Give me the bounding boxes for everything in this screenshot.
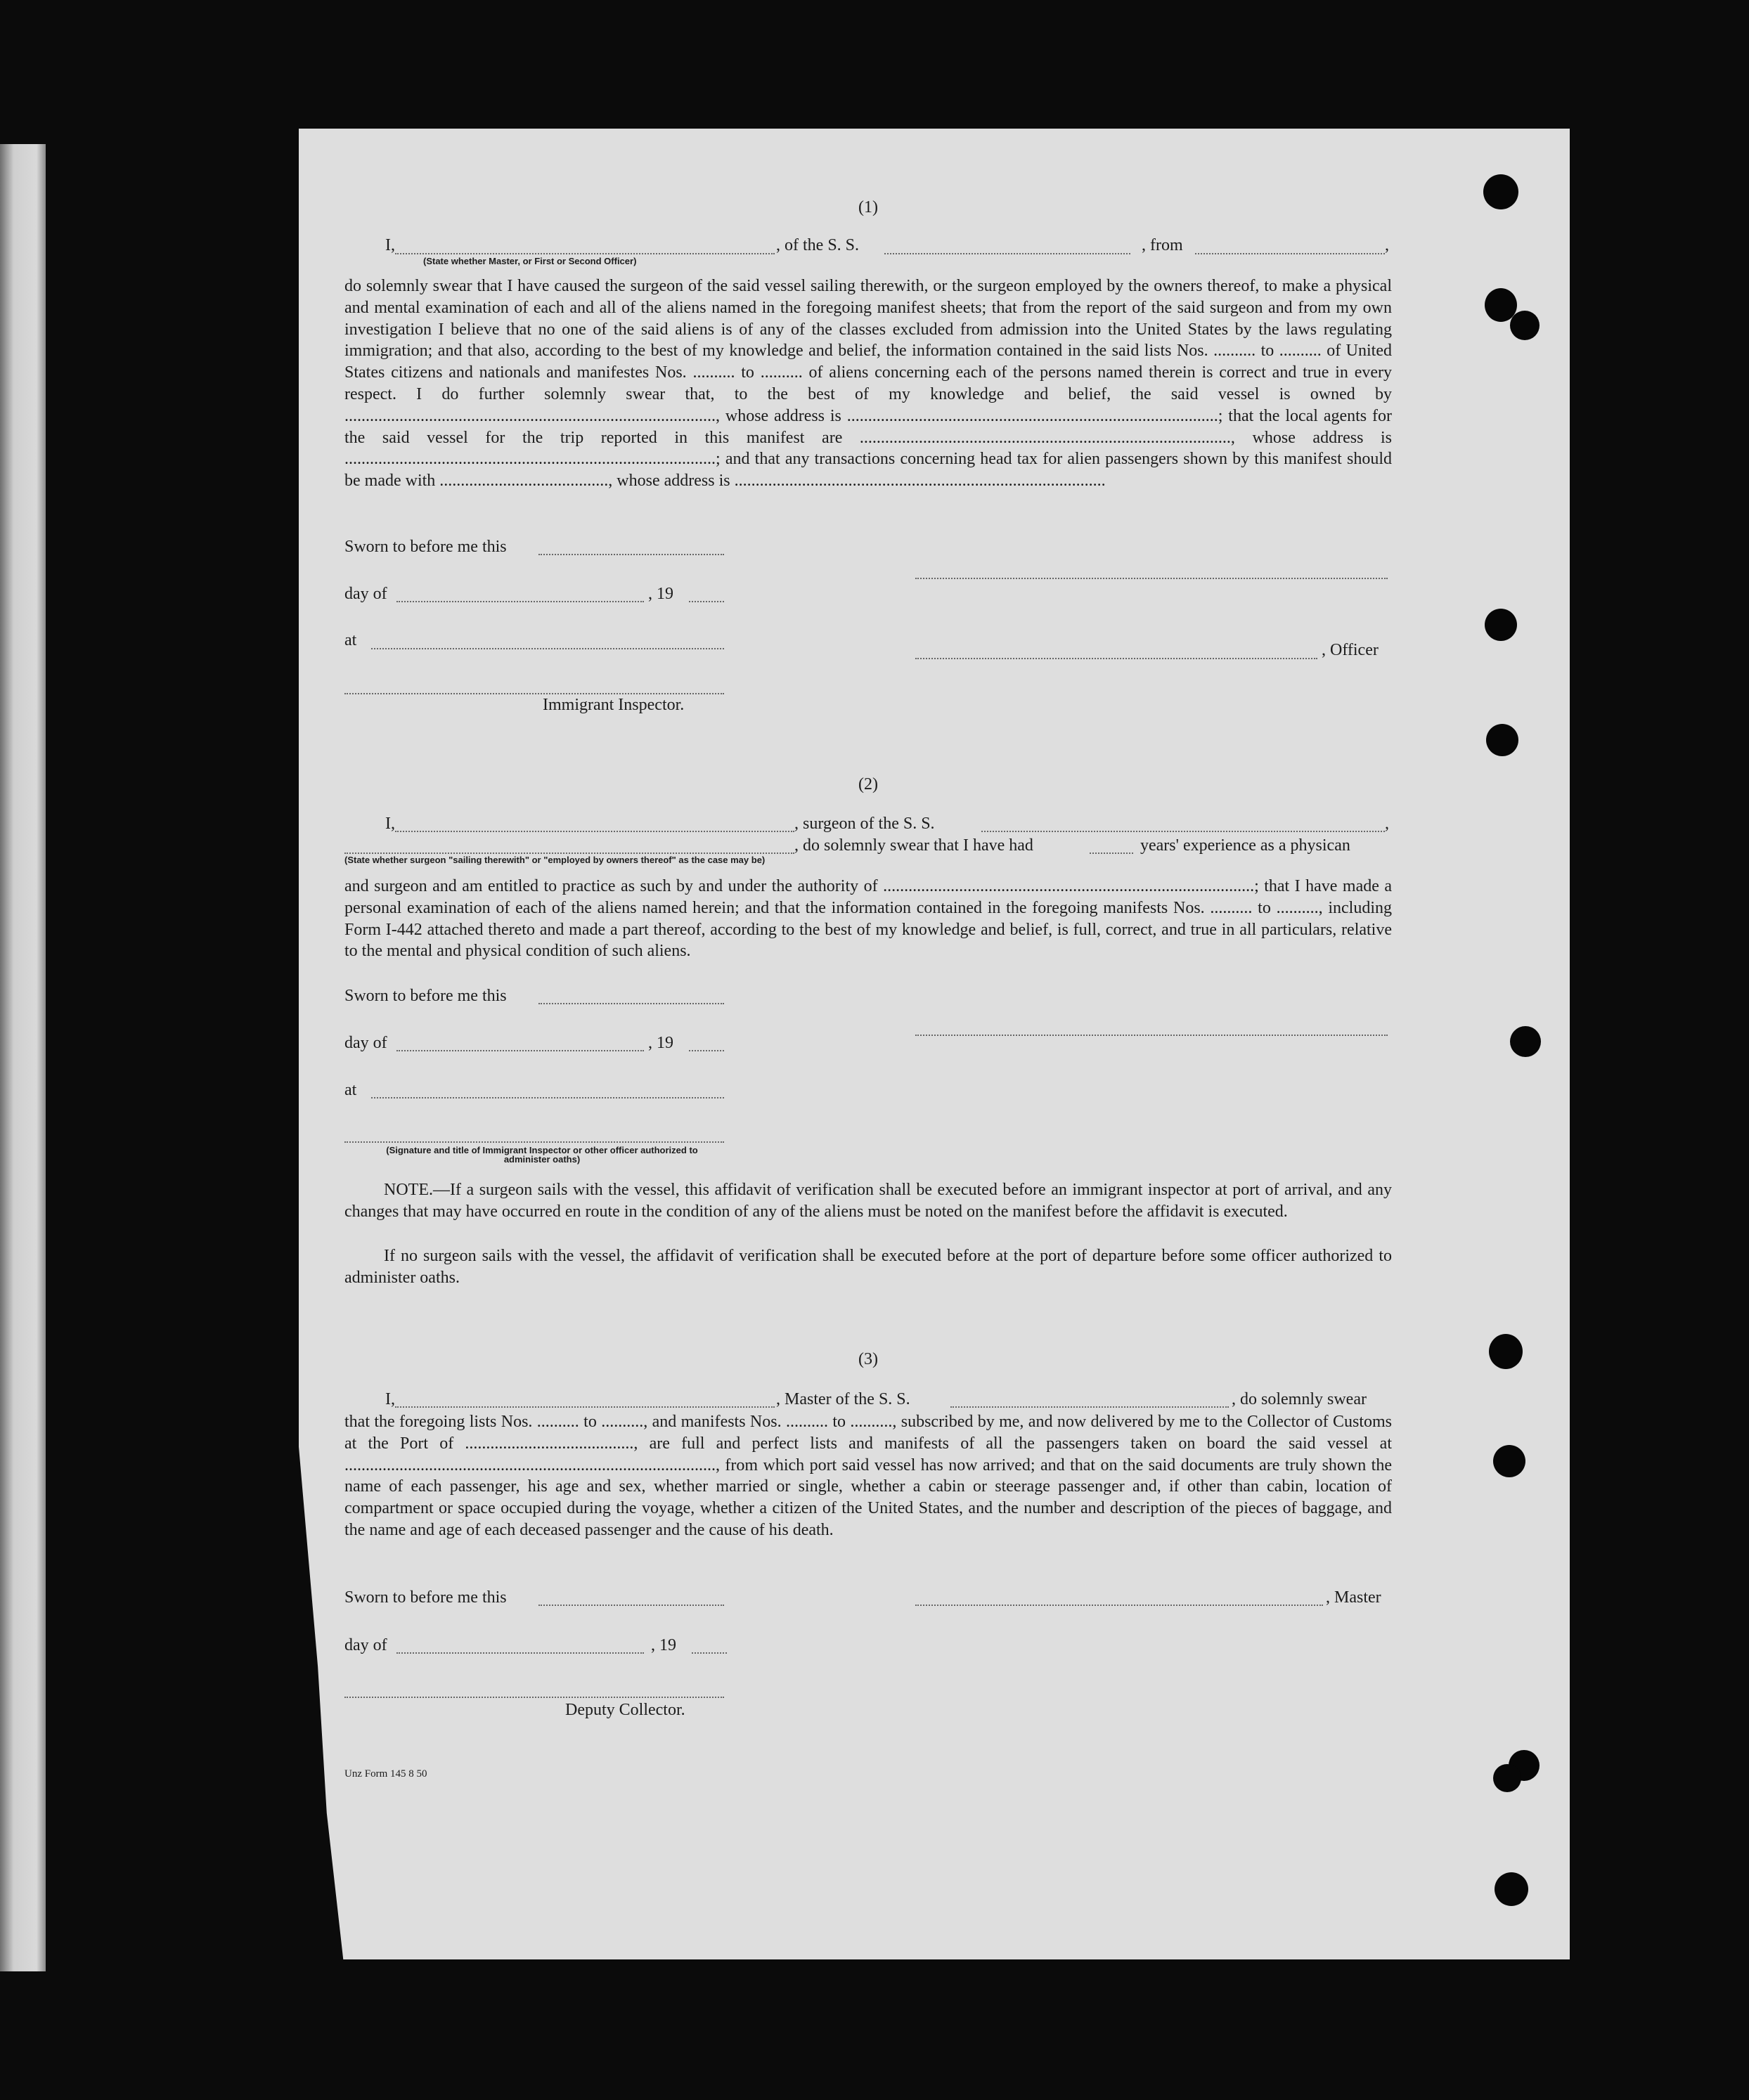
s2-years-line[interactable] xyxy=(1090,853,1133,854)
s2-trailing-comma: , xyxy=(1385,815,1389,833)
s2-state-line[interactable] xyxy=(344,853,794,854)
s2-year-line[interactable] xyxy=(689,1050,724,1051)
s3-i-label: I, xyxy=(385,1390,395,1408)
s1-year-label: , 19 xyxy=(648,585,673,603)
adjacent-page-edge xyxy=(0,144,46,1971)
s1-officer-label: , Officer xyxy=(1322,641,1379,659)
s3-year-label: , 19 xyxy=(651,1636,676,1654)
s1-officer-signature-line[interactable] xyxy=(915,578,1388,579)
s3-affidavit-body: that the foregoing lists Nos. .......... to .........., and manifests Nos. .......... to .........., subscribed by me, and now delivered by me to the Collector of Customs at the Port of ........................................, are full and perfect lists and manifests of all the passengers taken on board the said vessel at ........................................................................................, from which port said vessel has now arrived; and that on the said documents are truly shown the name of each passenger, his age and sex, whether married or single, whether a cabin or steerage passenger and, if other than cabin, location of compartment or space occupied during the voyage, whether a citizen of the United States, and the number and description of the pieces of baggage, and the name and age of each deceased passenger and the cause of his death. xyxy=(344,1413,1392,1539)
punch-hole xyxy=(1489,1334,1523,1369)
s3-master-name-line[interactable] xyxy=(395,1406,775,1408)
s3-master-label: , Master xyxy=(1326,1588,1381,1607)
s3-master-signature-line[interactable] xyxy=(915,1605,1323,1606)
s2-state-note: (State whether surgeon "sailing therewith" or "employed by owners thereof" as the case may be) xyxy=(344,855,766,865)
s2-at-line[interactable] xyxy=(371,1097,724,1098)
s2-signature-note: (Signature and title of Immigrant Inspector or other officer authorized to administer oaths) xyxy=(386,1145,698,1165)
s3-master-of-label: , Master of the S. S. xyxy=(776,1390,910,1408)
section-1-number: (1) xyxy=(858,198,878,216)
s1-inspector-label: Immigrant Inspector. xyxy=(543,696,685,714)
s1-from-port-line[interactable] xyxy=(1195,253,1385,254)
s2-day-of-label: day of xyxy=(344,1034,387,1052)
s2-note-1: NOTE.—If a surgeon sails with the vessel, this affidavit of verification shall be executed before an immigrant inspector at port of arrival, and any changes that may have occurred en route in the condition of any of the aliens must be noted on the manifest before the affidavit is executed. xyxy=(344,1181,1392,1221)
s2-note-2: If no surgeon sails with the vessel, the affidavit of verification shall be executed before at the port of departure before some officer authorized to administer oaths. xyxy=(344,1247,1392,1287)
s1-day-of-label: day of xyxy=(344,585,387,603)
s3-sworn-line[interactable] xyxy=(538,1605,724,1606)
punch-hole xyxy=(1510,311,1540,340)
s1-of-ss-label: , of the S. S. xyxy=(776,236,860,254)
s2-ship-name-line[interactable] xyxy=(981,831,1385,832)
s3-day-line[interactable] xyxy=(396,1652,644,1654)
s3-day-of-label: day of xyxy=(344,1636,387,1654)
s3-collector-line[interactable] xyxy=(344,1697,724,1698)
section-2-number: (2) xyxy=(858,775,878,793)
s2-i-label: I, xyxy=(385,815,395,833)
s2-signature-line[interactable] xyxy=(344,1141,724,1143)
s1-state-note: (State whether Master, or First or Second Officer) xyxy=(423,256,637,266)
s3-sworn-label: Sworn to before me this xyxy=(344,1588,507,1607)
s1-at-line[interactable] xyxy=(371,648,724,649)
punch-hole xyxy=(1486,724,1518,756)
s1-sworn-line[interactable] xyxy=(538,554,724,555)
punch-hole xyxy=(1485,609,1517,641)
s1-affidavit-body: do solemnly swear that I have caused the surgeon of the said vessel sailing therewith, or the surgeon employed by the owners thereof, to make a physical and mental examination of each and all of the aliens named in the foregoing manifest sheets; that from the report of the said surgeon and from my own investigation I believe that no one of the said aliens is of any of the classes excluded from admission into the United States by the laws regulating immigration; and that also, according to the best of my knowledge and belief, the information contained in the said lists Nos. .......... to .......... of United States citizens and nationals and manifestes Nos. .......... to .......... of aliens concerning each of the persons named therein is correct and true in every respect. I do further solemnly swear that, to the best of my knowledge and belief, the said vessel is owned by ........................................................................................, whose address is ........................................................................................; that the local agents for the said vessel for the trip reported in this manifest are ........................................................................................, whose address is ........................................................................................; and that any transactions concerning head tax for alien passengers shown by this manifest should be made with ........................................, whose address is ........................................................................................ xyxy=(344,277,1392,491)
s2-surgeon-signature-line[interactable] xyxy=(915,1035,1388,1036)
punch-hole xyxy=(1495,1872,1528,1906)
s3-swear-label: , do solemnly swear xyxy=(1232,1390,1367,1408)
punch-hole xyxy=(1510,1026,1541,1057)
s3-year-line[interactable] xyxy=(692,1652,727,1654)
punch-hole xyxy=(1493,1445,1525,1477)
s2-sworn-label: Sworn to before me this xyxy=(344,987,507,1005)
s1-ship-name-line[interactable] xyxy=(884,253,1130,254)
s1-trailing-comma: , xyxy=(1385,236,1389,254)
s2-solemnly-label: , do solemnly swear that I have had xyxy=(794,836,1033,855)
s1-officer-name-line[interactable] xyxy=(395,253,775,254)
s2-surgeon-name-line[interactable] xyxy=(395,831,794,832)
s2-years-label: years' experience as a physican xyxy=(1140,836,1350,855)
s2-surgeon-of-label: , surgeon of the S. S. xyxy=(794,815,935,833)
s3-collector-label: Deputy Collector. xyxy=(565,1701,685,1719)
punch-hole xyxy=(1483,174,1518,209)
s1-day-line[interactable] xyxy=(396,601,644,602)
form-number: Unz Form 145 8 50 xyxy=(344,1768,427,1780)
s1-from-label: , from xyxy=(1142,236,1183,254)
s2-sworn-line[interactable] xyxy=(538,1003,724,1004)
s1-at-label: at xyxy=(344,631,357,649)
s1-sworn-label: Sworn to before me this xyxy=(344,538,507,556)
punch-hole xyxy=(1493,1764,1521,1792)
s2-affidavit-body: and surgeon and am entitled to practice as such by and under the authority of ........................................................................................; that I have made a personal examination of each of the aliens named herein; and that the information contained in the foregoing manifests Nos. .......... to .........., including Form I-442 attached thereto and made a part thereof, according to the best of my knowledge and belief, is full, correct, and true in all particulars, relative to the mental and physical condition of such aliens. xyxy=(344,877,1392,961)
s2-year-label: , 19 xyxy=(648,1034,673,1052)
s2-at-label: at xyxy=(344,1081,357,1099)
s1-i-label: I, xyxy=(385,236,395,254)
section-3-number: (3) xyxy=(858,1350,878,1368)
s2-day-line[interactable] xyxy=(396,1050,644,1051)
s1-inspector-line[interactable] xyxy=(344,693,724,694)
s3-ship-name-line[interactable] xyxy=(950,1406,1229,1408)
s1-year-line[interactable] xyxy=(689,601,724,602)
s1-officer-line[interactable] xyxy=(915,658,1317,659)
